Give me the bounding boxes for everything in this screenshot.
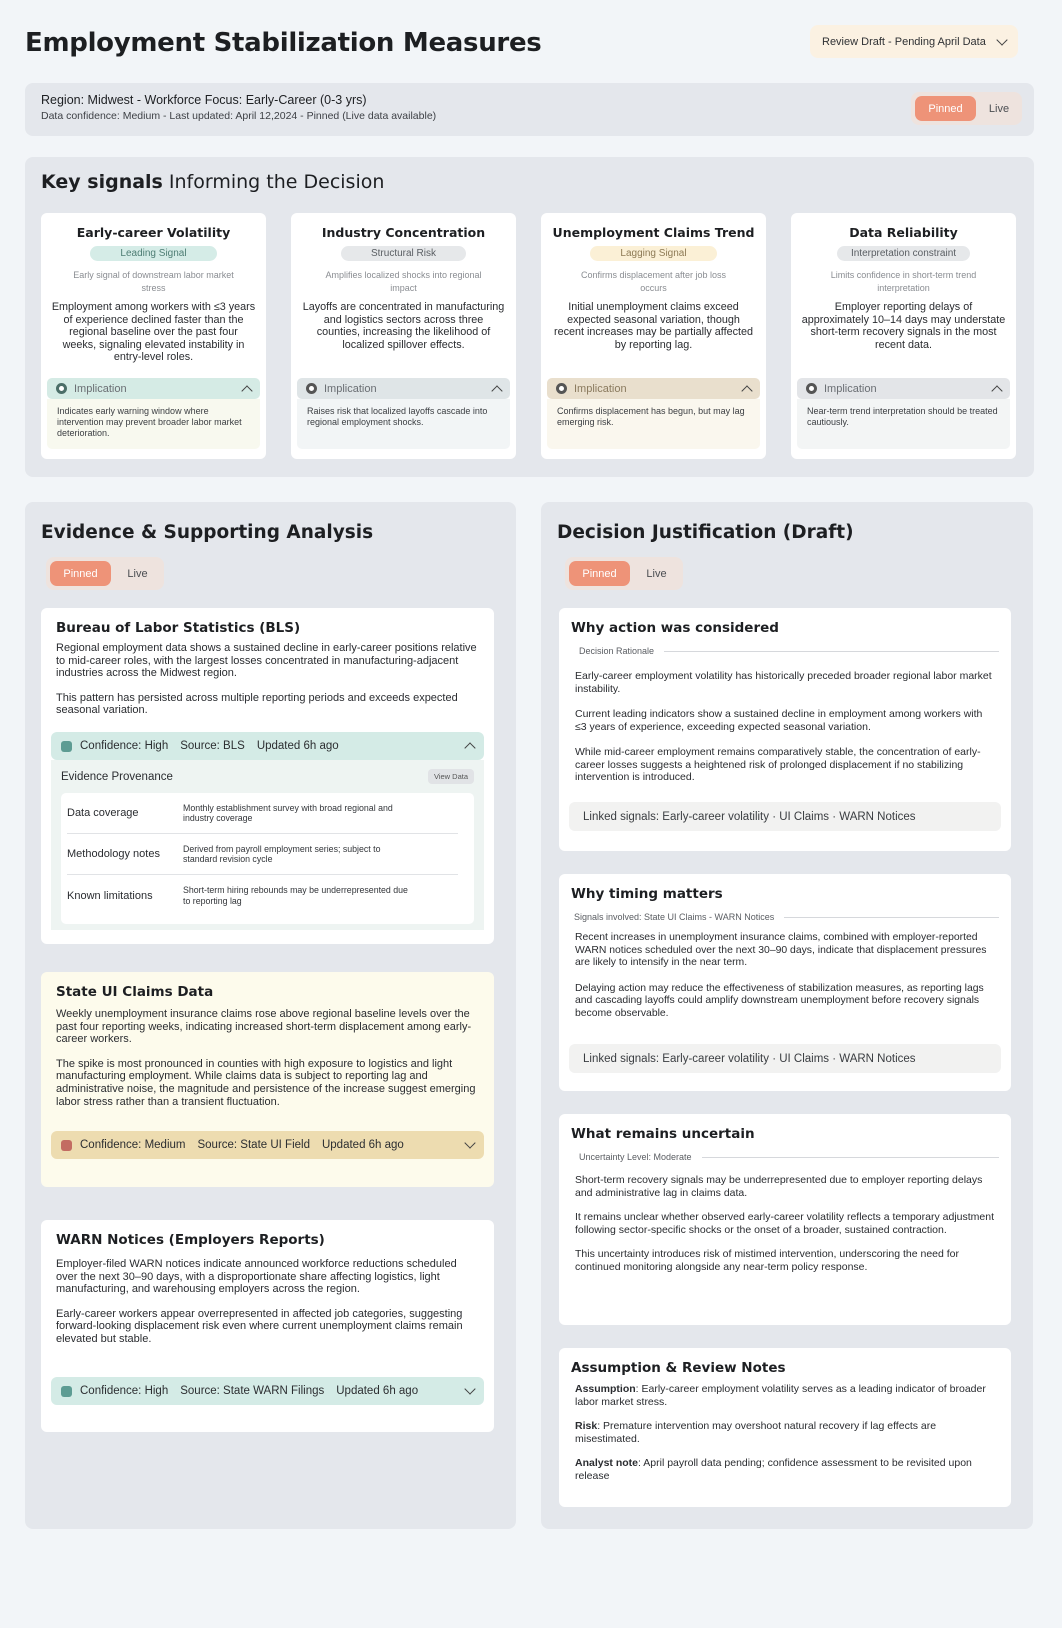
confidence-label: Confidence: Medium <box>80 1139 186 1151</box>
updated-label: Updated 6h ago <box>336 1385 419 1397</box>
live-option[interactable]: Live <box>127 567 148 580</box>
provenance-row: Known limitations Short-term hiring rebounds may be underrepresented due to reporting lag <box>67 885 408 906</box>
signal-subtitle: Confirms displacement after job loss occurs <box>580 270 727 293</box>
signal-type-badge: Leading Signal <box>90 246 216 261</box>
signal-title: Unemployment Claims Trend <box>552 225 755 240</box>
implication-toggle[interactable] <box>47 378 260 399</box>
signal-card-industry <box>291 213 516 459</box>
confidence-bar[interactable] <box>51 1131 484 1159</box>
signal-card-early-career <box>41 213 266 459</box>
live-option[interactable]: Live <box>646 567 667 580</box>
source-label: Source: BLS <box>180 740 245 752</box>
signal-card-data-reliability <box>791 213 1016 459</box>
card-label: Uncertainty Level: Moderate <box>571 1152 999 1162</box>
chevron-down-icon <box>464 1137 475 1148</box>
decision-panel <box>541 502 1033 1529</box>
evidence-card-bls <box>41 608 494 944</box>
data-confidence-line: Data confidence: Medium - Last updated: April 12,2024 - Pinned (Live data available) <box>41 110 437 122</box>
confidence-square-icon <box>61 1140 72 1151</box>
evidence-card-title: WARN Notices (Employers Reports) <box>56 1232 325 1248</box>
implication-text: Raises risk that localized layoffs cascade into regional employment shocks. <box>297 399 510 449</box>
pinned-option[interactable]: Pinned <box>50 561 111 586</box>
why-timing-card <box>559 874 1011 1091</box>
key-signals-panel <box>25 157 1034 477</box>
chevron-down-icon <box>996 34 1007 45</box>
evidence-paragraph: Weekly unemployment insurance claims rose above regional baseline levels over the past four reporting weeks, indicating increased short-term displacement among early-career workers. <box>56 1008 472 1046</box>
evidence-paragraph: Regional employment data shows a sustained decline in early-career positions relative to mid-career roles, with the largest losses concentrated in manufacturing-adjacent industries across the Midwest region. <box>56 642 477 680</box>
justification-paragraph: Delaying action may reduce the effectiveness of stabilization measures, as reporting lags and cascading layoffs could amplify downstream unemployment before recovery signals become observable. <box>575 982 984 1019</box>
signal-title: Industry Concentration <box>321 225 486 240</box>
view-data-button[interactable]: View Data <box>428 769 474 784</box>
implication-toggle[interactable] <box>797 378 1010 399</box>
justification-paragraph: Current leading indicators show a sustained decline in employment among workers with ≤3 years of experience, exceeding expected seasonal variation. <box>575 708 983 733</box>
pinned-option[interactable]: Pinned <box>569 561 630 586</box>
implication-label: Implication <box>74 382 127 395</box>
confidence-label: Confidence: High <box>80 740 169 752</box>
pinned-live-toggle <box>911 92 1022 125</box>
signal-body: Initial unemployment claims exceed expected seasonal variation, though recent increases may be partially affected by reporting lag. <box>553 301 754 351</box>
card-title: Why action was considered <box>571 620 779 636</box>
implication-text: Confirms displacement has begun, but may lag emerging risk. <box>547 399 760 449</box>
updated-label: Updated 6h ago <box>321 1139 404 1151</box>
signal-type-badge: Interpretation constraint <box>837 246 970 261</box>
signal-body: Employer reporting delays of approximately 10–14 days may understate short-term recovery signals in the most recent data. <box>801 301 1006 351</box>
radio-dot-icon <box>56 383 67 394</box>
card-label: Signals involved: State UI Claims - WARN Notices <box>571 912 999 922</box>
status-select-label: Review Draft - Pending April Data <box>822 35 986 48</box>
pinned-option[interactable]: Pinned <box>915 96 976 121</box>
uncertainty-card <box>559 1114 1011 1325</box>
implication-toggle[interactable] <box>297 378 510 399</box>
region-line: Region: Midwest - Workforce Focus: Early-Career (0-3 yrs) <box>41 93 367 107</box>
confidence-square-icon <box>61 741 72 752</box>
signal-title: Data Reliability <box>849 225 958 240</box>
card-title: Assumption & Review Notes <box>571 1360 786 1376</box>
implication-toggle[interactable] <box>547 378 760 399</box>
justification-paragraph: Short-term recovery signals may be underrepresented due to employer reporting delays and administrative lag in claims data. <box>575 1174 983 1199</box>
region-context-bar <box>25 83 1034 136</box>
decision-pinned-live-toggle <box>565 557 683 590</box>
chevron-up-icon <box>464 742 475 753</box>
signal-title: Early-career Volatility <box>76 225 231 240</box>
chevron-up-icon <box>491 385 502 396</box>
key-signals-title: Key signals Informing the Decision <box>41 171 385 193</box>
justification-paragraph: It remains unclear whether observed early-career volatility reflects a temporary adjustment following sector-specific shocks or the onset of a broader, sustained contraction. <box>575 1211 995 1236</box>
provenance-table <box>61 793 474 924</box>
signal-subtitle: Limits confidence in short-term trend interpretation <box>830 270 977 293</box>
evidence-card-title: State UI Claims Data <box>56 984 214 1000</box>
evidence-paragraph: This pattern has persisted across multiple reporting periods and exceeds expected seasonal variation. <box>56 691 458 717</box>
signal-subtitle: Amplifies localized shocks into regional impact <box>325 270 482 293</box>
radio-dot-icon <box>806 383 817 394</box>
evidence-paragraph: Employer-filed WARN notices indicate announced workforce reductions scheduled over the next 30–90 days, with a disproportionate share affecting logistics, light manufacturing, and warehousing employers across the region. <box>56 1258 457 1296</box>
linked-signals[interactable]: Linked signals: Early-career volatility · UI Claims · WARN Notices <box>569 802 1001 831</box>
evidence-provenance <box>51 760 484 930</box>
assumption-note: Assumption: Early-career employment volatility serves as a leading indicator of broader labor market stress. <box>575 1383 986 1408</box>
chevron-up-icon <box>741 385 752 396</box>
source-label: Source: State WARN Filings <box>180 1385 325 1397</box>
evidence-card-ui-claims <box>41 972 494 1187</box>
evidence-card-warn <box>41 1220 494 1432</box>
provenance-title: Evidence Provenance <box>61 770 173 783</box>
provenance-row: Data coverage Monthly establishment survey with broad regional and industry coverage <box>67 793 458 834</box>
signal-body: Employment among workers with ≤3 years of experience declined faster than the regional baseline over the past four weeks, signaling elevated instability in entry-level roles. <box>51 301 256 363</box>
signal-type-badge: Structural Risk <box>341 246 466 261</box>
confidence-label: Confidence: High <box>80 1385 169 1397</box>
live-option[interactable]: Live <box>988 102 1010 115</box>
evidence-paragraph: Early-career workers appear overrepresented in affected job categories, suggesting forward-looking displacement risk even where current unemployment claims remain elevated but stable. <box>56 1307 463 1345</box>
justification-paragraph: Early-career employment volatility has historically preceded broader regional labor market instability. <box>575 670 992 695</box>
evidence-panel <box>25 502 516 1529</box>
signal-subtitle: Early signal of downstream labor market stress <box>73 270 234 293</box>
signal-body: Layoffs are concentrated in manufacturing and logistics sectors across three counties, increasing the likelihood of localized spillover effects. <box>302 301 505 351</box>
chevron-down-icon <box>464 1383 475 1394</box>
chevron-up-icon <box>241 385 252 396</box>
implication-label: Implication <box>324 382 377 395</box>
page-title: Employment Stabilization Measures <box>25 28 542 58</box>
linked-signals[interactable]: Linked signals: Early-career volatility · UI Claims · WARN Notices <box>569 1044 1001 1073</box>
analyst-note: Analyst note: April payroll data pending; confidence assessment to be revisited upon release <box>575 1457 972 1482</box>
card-title: Why timing matters <box>571 886 723 902</box>
assumption-notes-card <box>559 1348 1011 1507</box>
signal-type-badge: Lagging Signal <box>590 246 716 261</box>
signal-card-claims-trend <box>541 213 766 459</box>
justification-paragraph: This uncertainty introduces risk of mistimed intervention, underscoring the need for continued monitoring alongside any near-term policy response. <box>575 1248 960 1273</box>
decision-title: Decision Justification (Draft) <box>557 522 854 543</box>
why-action-card <box>559 608 1011 851</box>
evidence-card-title: Bureau of Labor Statistics (BLS) <box>56 620 301 636</box>
updated-label: Updated 6h ago <box>256 740 339 752</box>
radio-dot-icon <box>306 383 317 394</box>
card-label: Decision Rationale <box>571 646 999 656</box>
evidence-pinned-live-toggle <box>46 557 164 590</box>
provenance-row: Methodology notes Derived from payroll employment series; subject to standard revision cycle <box>67 834 458 875</box>
implication-label: Implication <box>824 382 877 395</box>
evidence-paragraph: The spike is most pronounced in counties with high exposure to logistics and light manufacturing employment. While claims data is subject to reporting lag and administrative noise, the magnitude and persistence of the increase suggest emerging labor stress rather than a transient fluctuation. <box>56 1057 476 1108</box>
confidence-bar[interactable] <box>51 732 484 760</box>
risk-note: Risk: Premature intervention may overshoot natural recovery if lag effects are misestimated. <box>575 1420 937 1445</box>
chevron-up-icon <box>991 385 1002 396</box>
justification-paragraph: While mid-career employment remains comparatively stable, the concentration of early-career losses suggests a heightened risk of prolonged displacement if no stabilizing intervention is introduced. <box>575 746 981 783</box>
radio-dot-icon <box>556 383 567 394</box>
card-title: What remains uncertain <box>571 1126 755 1142</box>
implication-label: Implication <box>574 382 627 395</box>
justification-paragraph: Recent increases in unemployment insurance claims, combined with employer-reported WARN notices scheduled over the next 30–90 days, indicate that displacement pressures are likely to intensify in the near term. <box>575 932 987 968</box>
source-label: Source: State UI Field <box>197 1139 310 1151</box>
confidence-bar[interactable] <box>51 1377 484 1405</box>
confidence-square-icon <box>61 1386 72 1397</box>
evidence-title: Evidence & Supporting Analysis <box>41 522 374 543</box>
status-select[interactable] <box>810 25 1018 58</box>
implication-text: Near-term trend interpretation should be treated cautiously. <box>797 399 1010 449</box>
implication-text: Indicates early warning window where intervention may prevent broader labor market deterioration. <box>47 399 260 449</box>
